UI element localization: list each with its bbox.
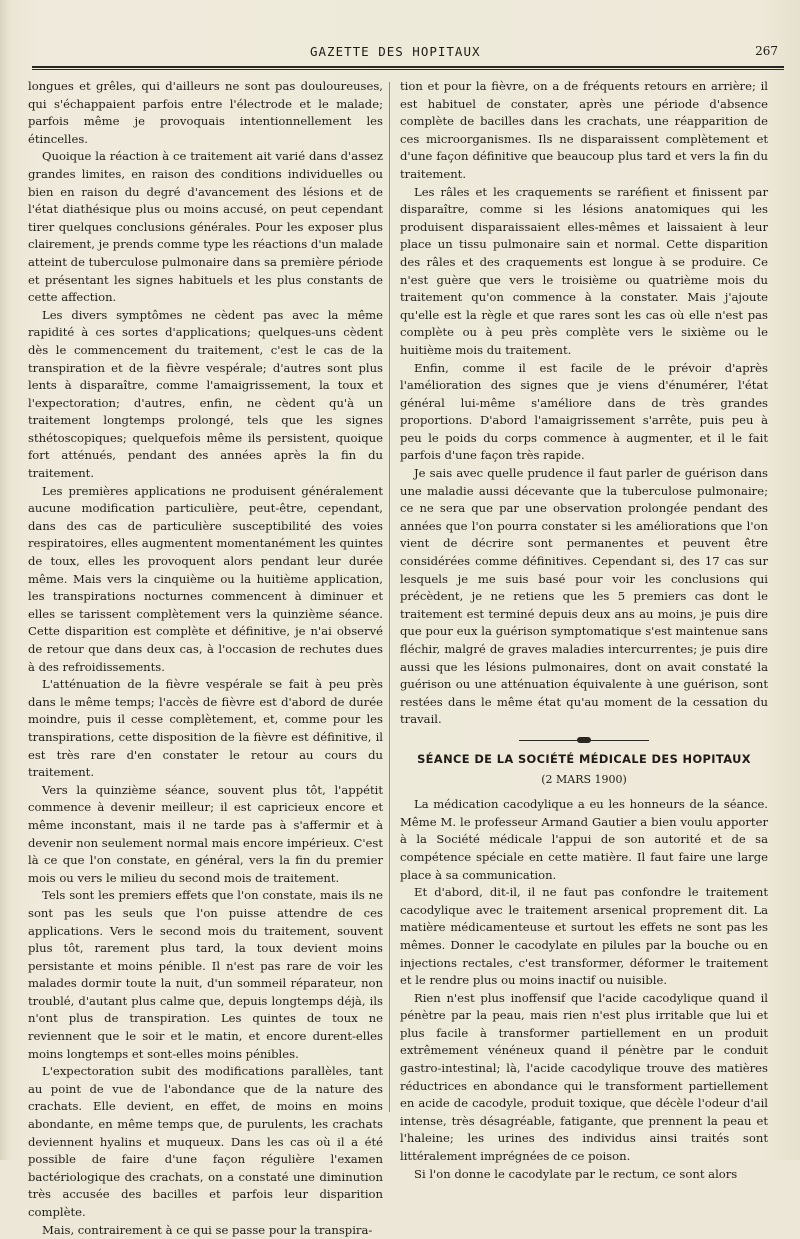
paragraph: L'expectoration subit des modifications parallèles, tant au point de vue de l'abondance que de la nature des crachats. Elle devient, en effet, de moins en moins abondante, en même temps que, de purulents, les crachats deviennent hyalins et muqueux. Dans les cas où il a été possible de faire d'une façon régulière l'examen bactériologique des crachats, on a constaté une diminution très accusée des bacilles et parfois leur disparition complète. — [28, 1064, 383, 1219]
running-header — [40, 40, 780, 62]
paragraph: Si l'on donne le cacodylate par le rectum, ce sont alors — [414, 1166, 738, 1181]
paragraph: Les divers symptômes ne cèdent pas avec la même rapidité à ces sortes d'applications; quelques-uns cèdent dès le commencement du traitement, c'est le cas de la transpiration et de la fièvre vespérale; d'autres sont plus lents à disparaître, comme l'amaigrissement, la toux et l'expectoration; d'autres, enfin, ne cèdent qu'à un traitement longtemps prolongé, tels que les signes sthétoscopiques; quelquefois même ils persistent, quoique fort atténués, pendant des années après la fin du traitement. — [28, 307, 383, 481]
paragraph: Les premières applications ne produisent généralement aucune modification particulière, peut-être, cependant, dans des cas de particulière susceptibilité des voies respiratoires, elles augmentent momentanément les quintes de toux, elles les provoquent alors pendant leur durée même. Mais vers la cinquième ou la huitième application, les transpirations nocturnes commencent à diminuer et elles se tarissent complètement vers la quinzième séance. Cette disparition est complète et définitive, je n'ai observé de retour que dans deux cas, à l'occasion de rechutes dues à des refroidissements. — [28, 483, 383, 674]
paragraph: tion et pour la fièvre, on a de fréquents retours en arrière; il est habituel de constater, après une période d'absence complète de bacilles dans les crachats, une réapparition de ces microorganismes. Ils ne disparaissent complètement et d'une façon définitive que beaucoup plus tard et vers la fin du traitement. — [400, 79, 768, 181]
paragraph: La médication cacodylique a eu les honneurs de la séance. Même M. le professeur Armand Gautier a bien voulu apporter à la Société médicale l'appui de son autorité et de sa compétence spéciale en cette matière. Il faut faire une large place à sa communication. — [400, 797, 768, 882]
section-date: (2 MARS 1900) — [541, 772, 627, 786]
section-title: SÉANCE DE LA SOCIÉTÉ MÉDICALE DES HOPITAUX — [417, 751, 751, 766]
header-rule — [32, 66, 784, 70]
paragraph: longues et grêles, qui d'ailleurs ne sont pas douloureuses, qui s'échappaient parfois entre l'électrode et le malade; parfois même je provoquais intentionnellement les étincelles. — [28, 79, 383, 146]
section-separator — [519, 737, 649, 745]
paragraph: Je sais avec quelle prudence il faut parler de guérison dans une maladie aussi décevante que la tuberculose pulmonaire; ce ne sera que par une observation prolongée pendant des années que l'on pourra constater si les améliorations que l'on vient de décrire sont permanentes et peuvent être considérées comme définitives. Cependant si, des 17 cas sur lesquels je me suis basé pour voir les conclusions qui précèdent, je ne retiens que les 5 premiers cas dont le traitement est terminé depuis deux ans au moins, je puis dire que pour eux la guérison symptomatique s'est maintenue sans fléchir, malgré de graves maladies intercurrentes; je puis dire aussi que les lésions pulmonaires, dont on avait constaté la guérison ou une atténuation équivalente à une guérison, sont restées dans le même état qu'au moment de la cessation du travail. — [400, 466, 768, 727]
journal-title: GAZETTE DES HOPITAUX — [310, 44, 481, 59]
left-column — [28, 78, 383, 1239]
paragraph: L'atténuation de la fièvre vespérale se fait à peu près dans le même temps; l'accès de fièvre est d'abord de durée moindre, puis il cesse complètement, et, comme pour les transpirations, cette disposition de la fièvre est définitive, il est très rare d'en constater le retour au cours du traitement. — [28, 677, 383, 780]
paragraph: Et d'abord, dit-il, il ne faut pas confondre le traitement cacodylique avec le traitement arsenical proprement dit. La matière médicamenteuse et surtout les effets ne sont pas les mêmes. Donner le cacodylate en pilules par la bouche ou en injections rectales, c'est transformer, déformer le traitement et le rendre plus ou moins inactif ou nuisible. — [400, 885, 768, 988]
paragraph: Mais, contrairement à ce qui se passe pour la transpira- — [42, 1222, 373, 1237]
paragraph: Rien n'est plus inoffensif que l'acide cacodylique quand il pénètre par la peau, mais rien n'est plus irritable que lui et plus facile à transformer partiellement en un produit extrêmement vénéneux quand il pénètre par le conduit gastro-intestinal; là, l'acide cacodylique trouve des matières réductrices en abondance qui le transforment partiellement en acide de cacodyle, produit toxique, que décèle l'odeur d'ail intense, très désagréable, fatigante, que prennent la peau et l'haleine; les urines des individus ainsi traités sont littéralement imprégnées de ce poison. — [400, 990, 768, 1164]
column-divider — [389, 82, 390, 1112]
page-number: 267 — [755, 44, 778, 58]
right-column — [400, 78, 768, 1183]
paragraph: Enfin, comme il est facile de le prévoir d'après l'amélioration des signes que je viens d'énumérer, l'état général lui-même s'améliore dans de très grandes proportions. D'abord l'amaigrissement s'arrête, puis peu à peu le poids du corps commence à augmenter, et il le fait parfois d'une façon très rapide. — [400, 360, 768, 463]
paragraph: Quoique la réaction à ce traitement ait varié dans d'assez grandes limites, en raison des conditions individuelles ou bien en raison du degré d'avancement des lésions et de l'état diathésique plus ou moins accusé, on peut cependant tirer quelques conclusions générales. Pour les exposer plus clairement, je prends comme type les réactions d'un malade atteint de tuberculose pulmonaire dans sa première période et présentant les signes habituels et les plus constants de cette affection. — [28, 149, 383, 305]
paragraph: Les râles et les craquements se raréfient et finissent par disparaître, comme si les lésions anatomiques qui les produisent disparaissaient elles-mêmes et laissaient à leur place un tissu pulmonaire sain et normal. Cette disparition des râles et des craquements est longue à se produire. Ce n'est guère que vers le troisième ou quatrième mois du traitement qu'on commence à la constater. Mais j'ajoute qu'elle est la règle et que rares sont les cas où elle n'est pas complète ou à peu près complète vers le sixième ou le huitième mois du traitement. — [400, 184, 768, 357]
paragraph: Tels sont les premiers effets que l'on constate, mais ils ne sont pas les seuls que l'on puisse attendre de ces applications. Vers le second mois du traitement, souvent plus tôt, rarement plus tard, la toux devient moins persistante et moins pénible. Il n'est pas rare de voir les malades dormir toute la nuit, d'un sommeil réparateur, non troublé, d'autant plus calme que, depuis longtemps déjà, ils n'ont plus de transpiration. Les quintes de toux ne reviennent que le soir et le matin, et encore durent-elles moins longtemps et sont-elles moins pénibles. — [28, 888, 383, 1061]
paragraph: Vers la quinzième séance, souvent plus tôt, l'appétit commence à devenir meilleur; il est capricieux encore et même inconstant, mais il ne tarde pas à s'affermir et à devenir non seulement normal mais encore impérieux. C'est là ce que l'on constate, en général, vers la fin du premier mois ou vers le milieu du second mois de traitement. — [28, 782, 383, 885]
